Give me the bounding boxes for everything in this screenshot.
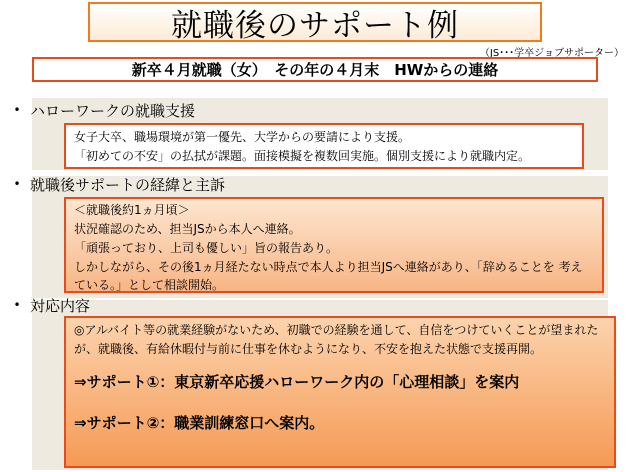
section-2-line: 「頑張っており、上司も優しい」旨の報告あり。 [74,241,339,255]
section-2-heading-row [4,172,225,196]
section-2-box [64,197,604,293]
section-3-box [64,316,616,468]
section-1-heading: ハローワークの就職支援 [30,101,196,120]
bullet-icon: • [13,103,21,117]
section-3-heading: 対応内容 [30,296,91,315]
section-3-line: ◎アルバイト等の就業経験がないため、初職での経験を通して、自信をつけていくことが望まれたが、就職後、有給休暇付与前に仕事を休むようになり、不安を抱えた状態で支援再開。 [74,323,599,356]
page-title: 就職後のサポート例 [88,2,542,42]
section-2-line: しかしながら、その後1ヵ月経たない時点で本人より担当JSへ連絡があり、「辞めることを 考えている。」として相談開始。 [74,260,583,292]
section-3-heading-row [4,293,90,317]
support-item-1: ⇒サポート①：東京新卒応援ハローワーク内の「心理相談」を案内 [74,373,520,391]
bullet-icon: • [13,298,21,312]
abbreviation-note: （JS･･･学卒ジョブサポーター） [479,48,624,59]
support-item-2: ⇒サポート②：職業訓練窓口へ案内。 [74,414,325,432]
section-2-line: 状況確認のため、担当JSから本人へ連絡。 [74,222,301,236]
section-2-line: ＜就職後約1ヵ月頃＞ [74,203,190,217]
section-1-box [64,123,584,169]
section-2-heading: 就職後サポートの経緯と主訴 [30,175,226,194]
case-subtitle: 新卒４月就職（女） その年の４月末 HWからの連絡 [32,57,598,82]
section-1-line: 「初めての不安」の払拭が課題。面接模擬を複数回実施。個別支援により就職内定。 [74,149,531,163]
bullet-icon: • [13,177,21,191]
section-1-line: 女子大卒、職場環境が第一優先、大学からの要請により支援。 [74,130,411,144]
section-1-heading-row [4,98,195,122]
